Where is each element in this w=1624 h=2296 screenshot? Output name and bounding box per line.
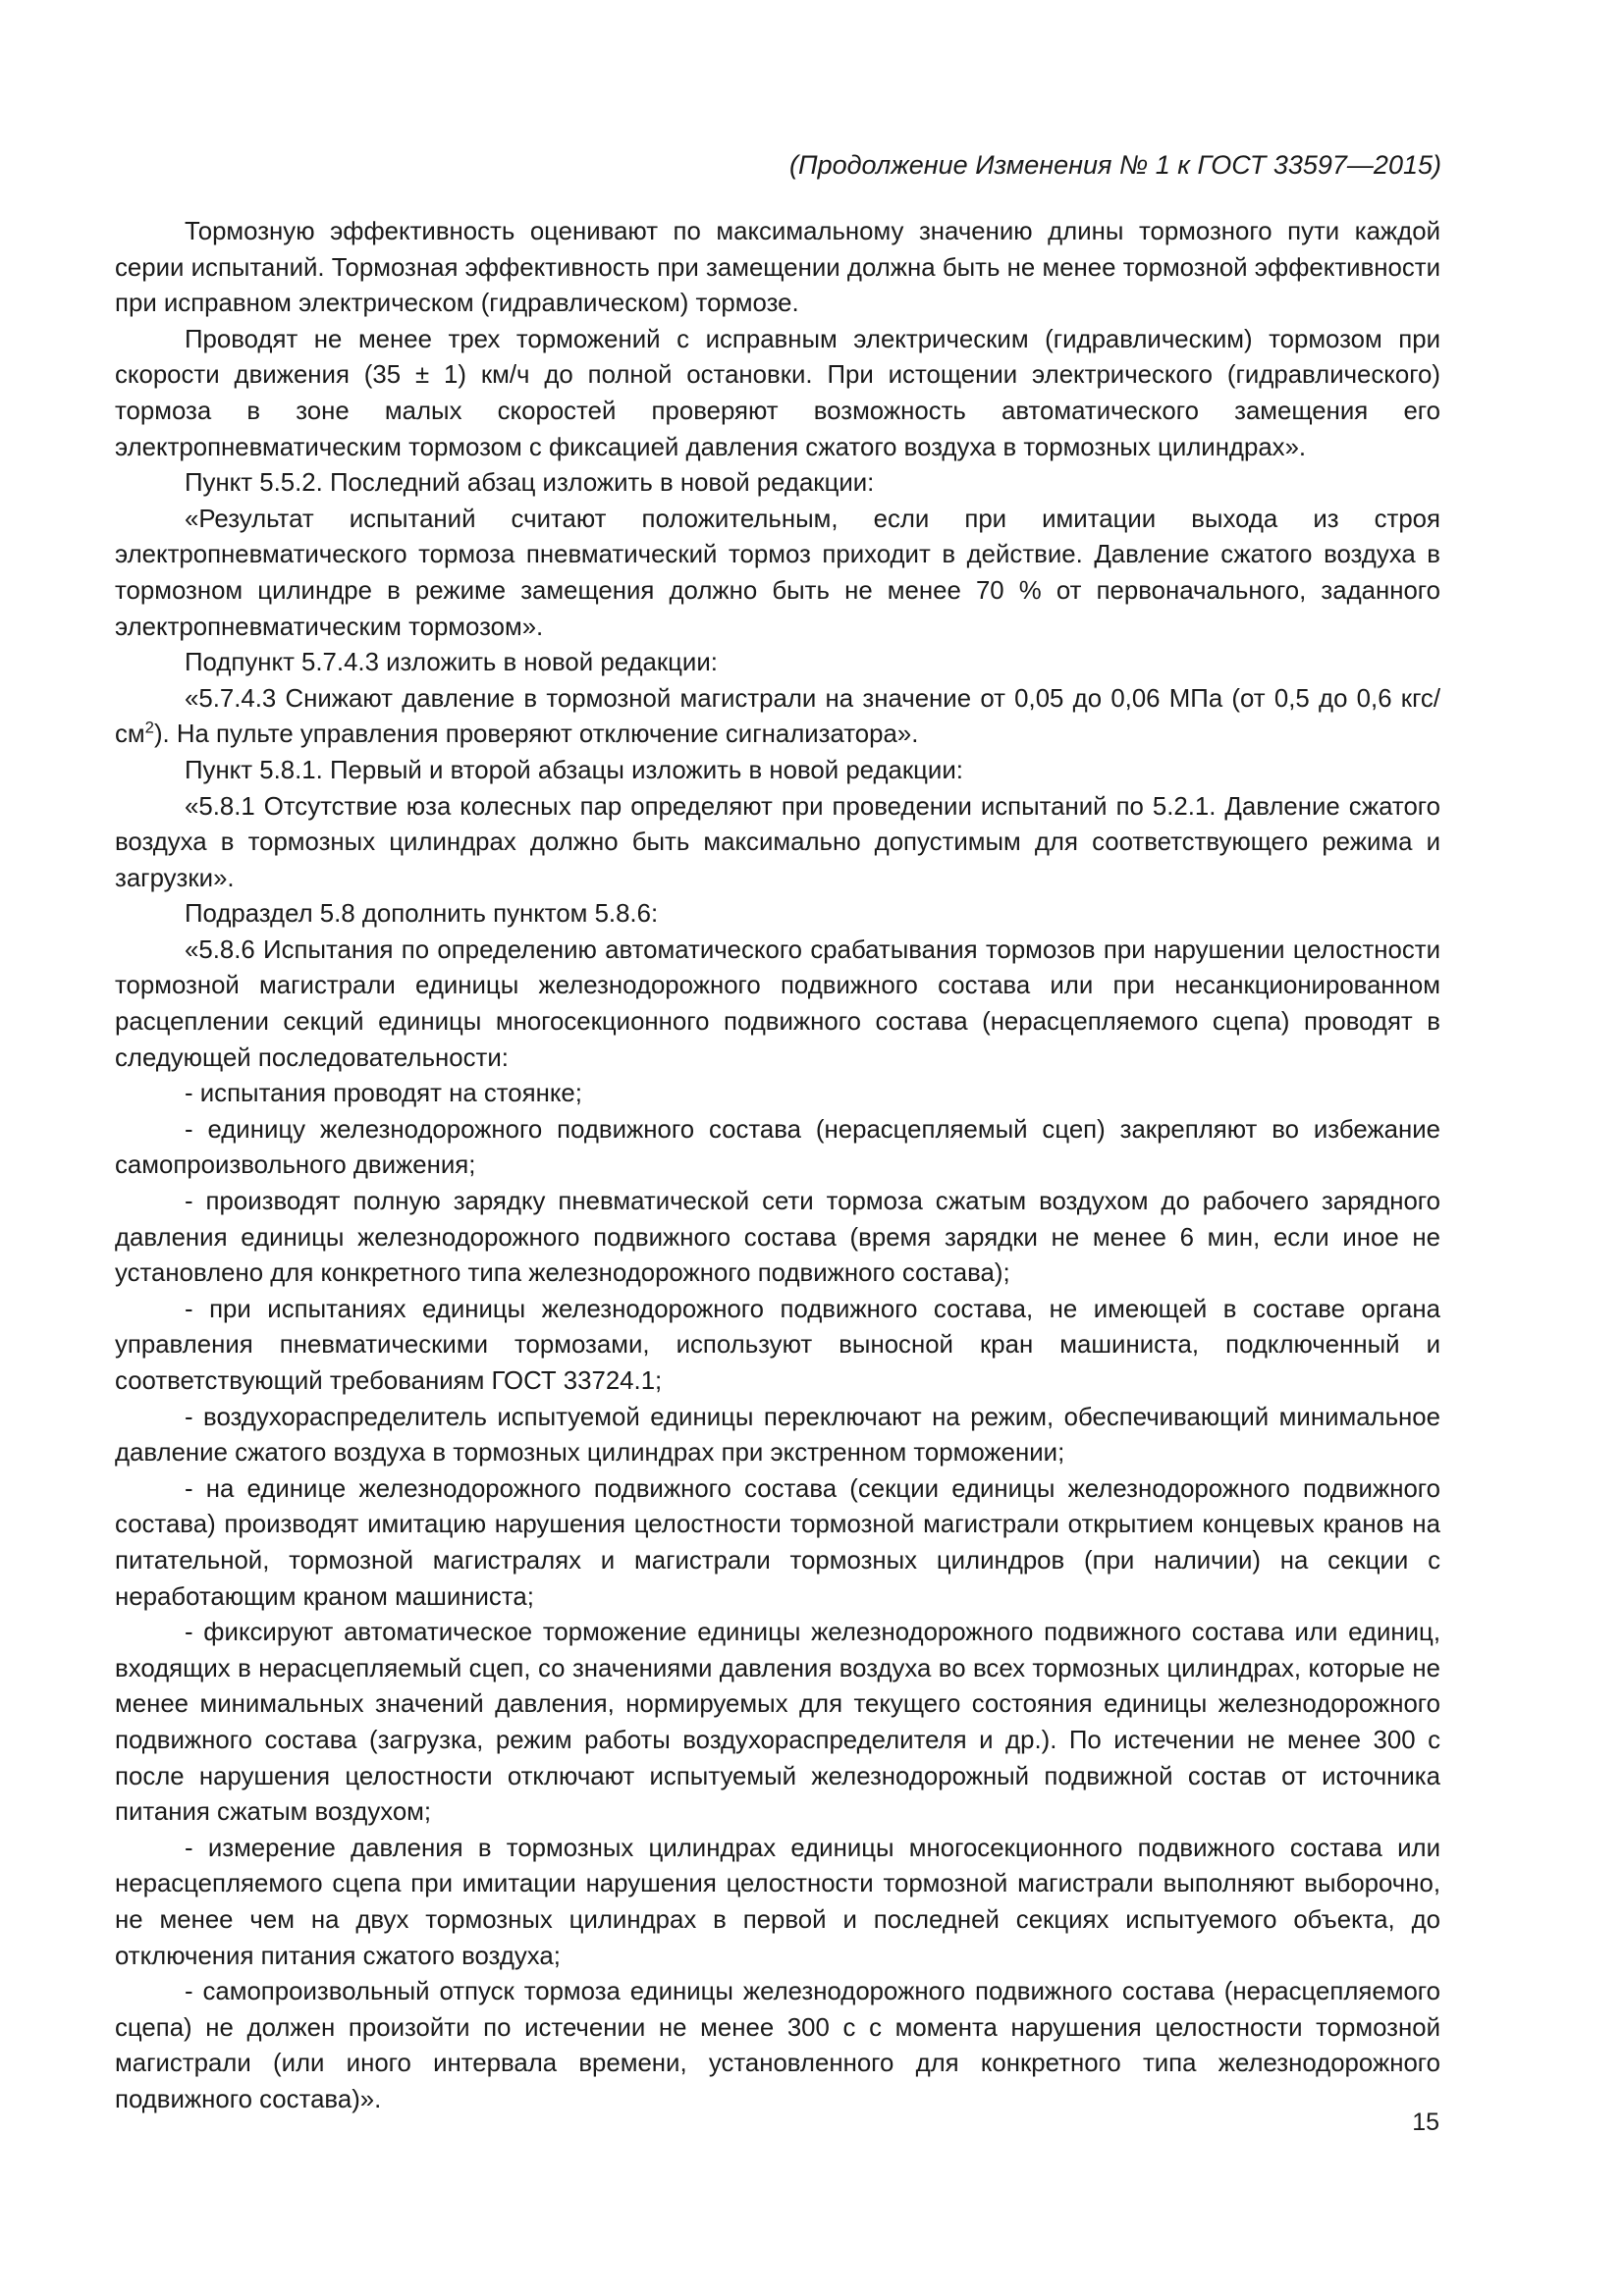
paragraph: Тормозную эффективность оценивают по максимальному значению длины тормозного пути каждой серии испытаний. Тормозная эффективность при замещении должна быть не менее тормозной эффективности при исправном электрическом (гидравлическом) тормозе. — [115, 218, 1440, 318]
paragraph-text: ). На пульте управления проверяют отключение сигнализатора». — [153, 721, 919, 749]
paragraph: «Результат испытаний считают положительным, если при имитации выхода из строя электропневматического тормоза пневматический тормоз приходит в действие. Давление сжатого воздуха в тормозном цилиндре в режиме замещения должно быть не менее 70 % от первоначального, заданного электропневматическим тормозом». — [115, 505, 1440, 641]
list-item: - производят полную зарядку пневматической сети тормоза сжатым воздухом до рабочего зарядного давления единицы железнодорожного подвижного состава (время зарядки не менее 6 мин, если иное не установлено для конкретного типа железнодорожного подвижного состава); — [115, 1188, 1440, 1288]
running-header: (Продолжение Изменения № 1 к ГОСТ 33597—2015) — [789, 150, 1441, 180]
paragraph — [115, 681, 1440, 753]
list-item: - измерение давления в тормозных цилиндрах единицы многосекционного подвижного состава или нерасцепляемого сцепа при имитации нарушения целостности тормозной магистрали выполняют выборочно, не менее чем на двух тормозных цилиндрах в первой и последней секциях испытуемого объекта, до отключения питания сжатого воздуха; — [115, 1834, 1440, 1970]
list-item: - самопроизвольный отпуск тормоза единицы железнодорожного подвижного состава (нерасцепляемого сцепа) не должен произойти по истечении не менее 300 с с момента нарушения целостности тормозной магистрали (или иного интервала времени, установленного для конкретного типа железнодорожного подвижного состава)». — [115, 1978, 1440, 2113]
paragraph: Проводят не менее трех торможений с исправным электрическим (гидравлическим) тормозом при скорости движения (35 ± 1) км/ч до полной остановки. При истощении электрического (гидравлического) тормоза в зоне малых скоростей проверяют возможность автоматического замещения его электропневматическим тормозом с фиксацией давления сжатого воздуха в тормозных цилиндрах». — [115, 325, 1440, 461]
list-item: - при испытаниях единицы железнодорожного подвижного состава, не имеющей в составе органа управления пневматическими тормозами, используют выносной кран машиниста, подключенный и соответствующий требованиям ГОСТ 33724.1; — [115, 1295, 1440, 1395]
paragraph-text: «5.7.4.3 Снижают давление в тормозной магистрали на значение от 0,05 до 0,06 МПа (от 0,5 до 0,6 кгс/см — [115, 684, 1440, 749]
list-item: - на единице железнодорожного подвижного состава (секции единицы железнодорожного подвижного состава) производят имитацию нарушения целостности тормозной магистрали открытием концевых кранов на питательной, тормозной магистралях и магистрали тормозных цилиндров (при наличии) на секции с неработающим краном машиниста; — [115, 1474, 1440, 1611]
paragraph: Подраздел 5.8 дополнить пунктом 5.8.6: — [185, 900, 659, 929]
paragraph: Подпункт 5.7.4.3 изложить в новой редакции: — [185, 649, 718, 677]
list-item: - единицу железнодорожного подвижного состава (нерасцепляемый сцеп) закрепляют во избежание самопроизвольного движения; — [115, 1115, 1440, 1180]
list-item: - фиксируют автоматическое торможение единицы железнодорожного подвижного состава или единиц, входящих в нерасцепляемый сцеп, со значениями давления воздуха во всех тормозных цилиндрах, которые не менее минимальных значений давления, нормируемых для текущего состояния единицы железнодорожного подвижного состава (загрузка, режим работы воздухораспределителя и др.). По истечении не менее 300 с после нарушения целостности отключают испытуемый железнодорожный подвижной состав от источника питания сжатым воздухом; — [115, 1619, 1440, 1827]
paragraph: Пункт 5.8.1. Первый и второй абзацы изложить в новой редакции: — [185, 756, 963, 784]
page-number: 15 — [1412, 2109, 1439, 2136]
superscript: 2 — [144, 718, 154, 737]
paragraph: «5.8.6 Испытания по определению автоматического срабатывания тормозов при нарушении целостности тормозной магистрали единицы железнодорожного подвижного состава или при несанкционированном расцеплении секций единицы многосекционного подвижного состава (нерасцепляемого сцепа) проводят в следующей последовательности: — [115, 935, 1440, 1072]
paragraph: «5.8.1 Отсутствие юза колесных пар определяют при проведении испытаний по 5.2.1. Давление сжатого воздуха в тормозных цилиндрах должно быть максимально допустимым для соответствующего режима и загрузки». — [115, 792, 1440, 892]
body-text — [115, 214, 1440, 2117]
list-item: - воздухораспределитель испытуемой единицы переключают на режим, обеспечивающий минимальное давление сжатого воздуха в тормозных цилиндрах при экстренном торможении; — [115, 1403, 1440, 1468]
paragraph: Пункт 5.5.2. Последний абзац изложить в новой редакции: — [185, 469, 875, 498]
list-item: - испытания проводят на стоянке; — [185, 1080, 582, 1108]
